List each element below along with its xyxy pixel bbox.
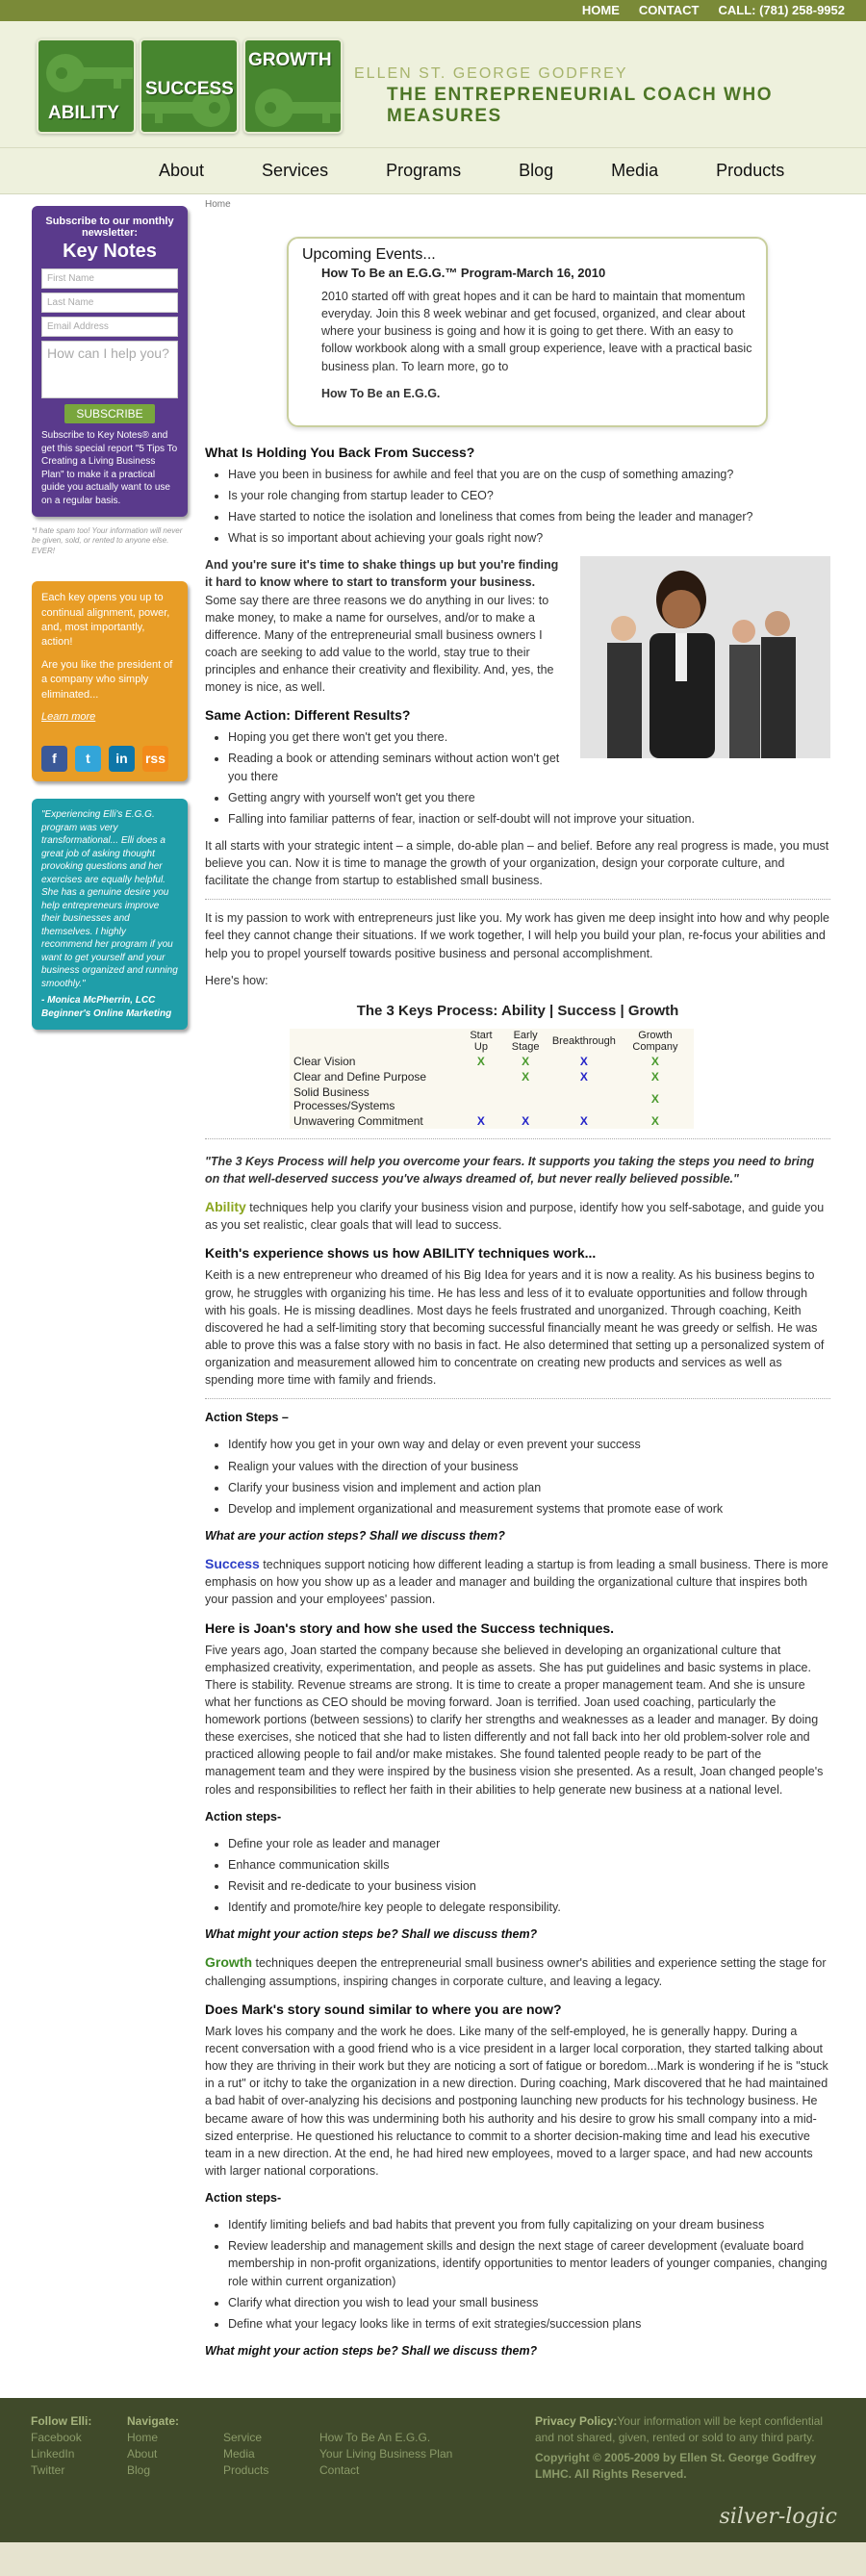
brand-tagline: THE ENTREPRENEURIAL COACH WHO MEASURES [387, 85, 773, 126]
email-field[interactable]: Email Address [41, 317, 178, 337]
table-mark: X [522, 1054, 530, 1068]
promo-text-1: Each key opens you up to continual alignment, power, and, most importantly, action! [41, 592, 170, 649]
footer-link-service[interactable]: Service [223, 2431, 263, 2445]
table-mark: X [650, 1054, 659, 1068]
heading-mark: Does Mark's story sound similar to where you are now? [205, 2001, 562, 2017]
privacy-heading: Privacy Policy: [535, 2414, 618, 2429]
discuss-prompt[interactable]: What are your action steps? Shall we discuss them? [205, 1528, 505, 1543]
action-steps-heading: Action steps- [205, 1809, 282, 1824]
first-name-field[interactable]: First Name [41, 268, 178, 289]
tile-label-ability: ABILITY [48, 103, 119, 123]
nav-blog[interactable]: Blog [519, 161, 554, 180]
table-header-row [290, 1029, 694, 1054]
success-tile[interactable] [140, 38, 239, 134]
top-bar [0, 0, 866, 21]
footer-link-facebook[interactable]: Facebook [31, 2431, 82, 2445]
action-steps-list [228, 2216, 830, 2333]
promo-box [32, 581, 188, 781]
heading-joan: Here is Joan's story and how she used the Success techniques. [205, 1620, 615, 1636]
learn-more-link[interactable]: Learn more [41, 710, 96, 723]
growth-keyword: Growth [205, 1954, 252, 1971]
help-textarea[interactable]: How can I help you? [41, 341, 178, 398]
footer-follow-heading: Follow Elli: [31, 2414, 92, 2429]
growth-tile[interactable] [243, 38, 343, 134]
paragraph-strategic: It all starts with your strategic intent – a simple, do-able plan – and belief. Before any real progress is made, you must believe you can. Now it is time to manage the growth of your organization, design your corporate culture, and facilitate the change from startup to established small business. [205, 838, 829, 888]
table-mark [551, 1084, 617, 1113]
list-item: • Have you been in business for awhile and feel that you are on the cusp of something amazing? [228, 466, 830, 483]
main-nav [0, 148, 866, 194]
keys-quote: "The 3 Keys Process will help you overcome your fears. It supports you taking the steps you need to bring on that well-deserved success you've always dreamed of, but never really believed possible." [205, 1154, 815, 1186]
heading-holding-back: What Is Holding You Back From Success? [205, 444, 475, 460]
table-row [290, 1054, 694, 1069]
testimonial-author: - Monica McPherrin, LCC Beginner's Online Marketing [41, 995, 172, 1019]
divider [205, 1398, 830, 1399]
top-home-link[interactable]: HOME [581, 3, 620, 17]
site-footer [0, 2398, 866, 2542]
table-row [290, 1069, 694, 1084]
action-steps-heading: Action steps- [205, 2191, 282, 2206]
list-item: • Revisit and re-dedicate to your business vision [228, 1877, 830, 1895]
list-item: • Identify and promote/hire key people to delegate responsibility. [228, 1899, 830, 1916]
table-mark: X [522, 1113, 530, 1128]
table-row [290, 1113, 694, 1129]
footer-link-linkedin[interactable]: LinkedIn [31, 2447, 75, 2461]
footer-link-blog[interactable]: Blog [127, 2463, 151, 2478]
action-steps-heading: Action Steps – [205, 1411, 289, 1425]
footer-link-egg[interactable]: How To Be An E.G.G. [319, 2431, 431, 2445]
success-paragraph [205, 1554, 830, 1609]
footer-navigate-heading: Navigate: [127, 2414, 180, 2429]
footer-link-products[interactable]: Products [223, 2463, 269, 2478]
silver-logic-logo[interactable]: silver-logic [719, 2505, 837, 2530]
social-icons [41, 746, 178, 772]
list-item: • Review leadership and management skills and design the next stage of career development (evaluate board membership in non-profit organizations, identify opportunities to mentor leaders of younger companies, changing role within current organization) [228, 2237, 830, 2289]
footer-link-business-plan[interactable]: Your Living Business Plan [319, 2447, 453, 2461]
copyright: Copyright © 2005-2009 by Ellen St. George Godfrey LMHC. All Rights Reserved. [535, 2451, 817, 2482]
tile-label-success: SUCCESS [145, 79, 234, 99]
keith-story: Keith is a new entrepreneur who dreamed of his Big Idea for years and it is now a reality. As his business begins to grow, he struggles with organizing his time. He has less and less of it to evaluate opportunities and follow through with his goals. He is missing deadlines. Most days he feels frustrated and unorganized. Through coaching, Keith discovered he had a self-limiting story that becoming successful financially meant he was greedy or selfish. He was able to prove this was a false story with no basis in fact. He also determined that setting up a personalized system of organization and measurement allowed him to concentrate on creating new products and services as well as spending more time with family and friends. [205, 1268, 825, 1388]
newsletter-intro: Subscribe to our monthly newsletter: [45, 216, 174, 239]
keys-table-title: The 3 Keys Process: Ability | Success | Growth [356, 1002, 679, 1019]
table-mark: X [579, 1054, 588, 1068]
table-mark: X [522, 1069, 530, 1084]
ability-keyword: Ability [205, 1199, 246, 1214]
nav-about[interactable]: About [159, 161, 205, 180]
list-item: • Getting angry with yourself won't get you there [228, 789, 830, 806]
lead-text: Some say there are three reasons we do anything in our lives: to make money, to make a name for ourselves, and/or to make a difference. Many of the entrepreneurial small business owners I coach are seeking to add value to the world, stay true to their principles and enhance their creativity and flexibility. And, yes, the money is nice, as well. [205, 593, 554, 695]
ability-tile[interactable] [37, 38, 136, 134]
list-item: • Falling into familiar patterns of fear, inaction or self-doubt will not improve your situation. [228, 810, 830, 828]
nav-media[interactable]: Media [611, 161, 659, 180]
row-label: Clear and Define Purpose [293, 1069, 427, 1084]
lead-bold: And you're sure it's time to shake things up but you're finding it hard to know where to start to transform your business. [205, 558, 559, 590]
list-item: • Develop and implement organizational and measurement systems that promote ease of work [228, 1500, 830, 1518]
ability-text: techniques help you clarify your business vision and purpose, identify how you self-sabotage, and guide you as you set realistic, clear goals that will lead to success. [205, 1201, 825, 1233]
privacy-policy [535, 2413, 828, 2483]
table-mark: X [476, 1054, 485, 1068]
people-illustration [580, 556, 830, 758]
footer-navigate [127, 2413, 179, 2479]
list-item: • Identify limiting beliefs and bad habits that prevent you from fully capitalizing on your dream business [228, 2216, 830, 2233]
paragraph-passion: It is my passion to work with entrepreneurs just like you. My work has given me deep insight into how and why people feel they cannot change their situations. If we work together, I will help you build your plan, re-focus your abilities and help you to propel yourself towards positive business and personal accomplishment. [205, 911, 829, 960]
discuss-prompt[interactable]: What might your action steps be? Shall we discuss them? [205, 1927, 538, 1942]
list-item: • Have started to notice the isolation and loneliness that comes from being the leader and manager? [228, 508, 830, 525]
newsletter-note: Subscribe to Key Notes® and get this special report "5 Tips To Creating a Living Business Plan" to make it a practical guide you actually want to use on a regular basis. [41, 430, 178, 506]
spam-note: *I hate spam too! Your information will never be given, sold, or rented to anyone else. EVER! [32, 526, 183, 555]
table-mark: X [579, 1113, 588, 1128]
list-holding-back [228, 466, 830, 548]
paragraph-heres-how: Here's how: [205, 973, 268, 987]
action-steps-list [228, 1436, 830, 1518]
footer-link-twitter[interactable]: Twitter [31, 2463, 65, 2478]
top-phone-link[interactable]: CALL: (781) 258-9952 [718, 3, 845, 17]
table-row [290, 1084, 694, 1113]
twitter-icon[interactable]: t [75, 746, 101, 772]
discuss-prompt[interactable]: What might your action steps be? Shall we discuss them? [205, 2343, 538, 2358]
table-mark [499, 1084, 550, 1113]
promo-text-2: Are you like the president of a company who simply eliminated... [41, 658, 173, 701]
main-content [188, 194, 830, 2398]
testimonial-quote: "Experiencing Elli's E.G.G. program was very transformational... Elli does a great job of asking thought provoking questions and her exercises are equally helpful. She has a genuine desire you help entrepreneurs improve their businesses and themselves. I highly recommend her program if you want to get yourself and your business organized and running smoothly." [41, 809, 178, 989]
sidebar [32, 194, 188, 2398]
linkedin-icon[interactable]: in [109, 746, 135, 772]
keys-process-table [290, 1029, 694, 1129]
footer-link-about[interactable]: About [127, 2447, 158, 2461]
newsletter-box [32, 206, 188, 517]
list-item: • What is so important about achieving your goals right now? [228, 529, 830, 547]
column-header: Growth Company [632, 1029, 678, 1053]
action-steps-list [228, 1835, 830, 1917]
success-keyword: Success [205, 1556, 260, 1572]
column-header: Early Stage [511, 1029, 540, 1053]
column-header: Breakthrough [551, 1034, 616, 1047]
subscribe-button[interactable]: SUBSCRIBE [64, 404, 154, 423]
tile-label-growth: GROWTH [248, 50, 332, 70]
nav-programs[interactable]: Programs [386, 161, 462, 180]
table-corner [290, 1029, 462, 1054]
list-item: • Define what your legacy looks like in terms of exit strategies/succession plans [228, 2315, 830, 2333]
privacy-text [535, 2413, 828, 2446]
list-item: • Identify how you get in your own way and delay or even prevent your success [228, 1436, 830, 1453]
row-label: Unwavering Commitment [293, 1113, 423, 1128]
row-label: Clear Vision [293, 1054, 356, 1068]
list-item: • Clarify your business vision and implement and action plan [228, 1479, 830, 1496]
divider [205, 899, 830, 900]
divider [205, 1138, 830, 1139]
last-name-field[interactable]: Last Name [41, 293, 178, 313]
joan-story: Five years ago, Joan started the company because she believed in developing an organizational culture that emphasized creativity, experimentation, and people as assets. She has put guidelines and basic systems in place. There is stability. Revenue streams are strong. It is time to create a proper management team. And she is unsure what her functions as CEO should be moving forward. Joan is terrified. Joan used coaching, particularly the homework portions (between sessions) to clarify her strengths and weaknesses as a leader and manager. By doing these exercises, she noticed that she had to listen differently and not fall back into her old problem-solver role and practiced allowing people to fail and/or make mistakes. She found talented people ready to be part of the management team and they were inspired by the business vision she presented. As a result, Joan changed people's roles and responsibilities to reflect her faith in their abilities to help generate new business at a national level. [205, 1643, 824, 1797]
list-item: • Is your role changing from startup leader to CEO? [228, 487, 830, 504]
footer-nav-col-2 [223, 2430, 268, 2479]
nav-products[interactable]: Products [716, 161, 785, 180]
newsletter-title: Key Notes [63, 241, 157, 262]
upcoming-events [287, 237, 768, 427]
testimonial-box [32, 799, 188, 1030]
ability-paragraph [205, 1197, 830, 1234]
list-item: • Define your role as leader and manager [228, 1835, 830, 1852]
footer-link-media[interactable]: Media [223, 2447, 255, 2461]
privacy-body: Your information will be kept confidential and not shared, given, rented or sold to any third party. [535, 2414, 824, 2445]
site-header [0, 21, 866, 148]
table-mark: X [650, 1091, 659, 1106]
table-mark: X [579, 1069, 588, 1084]
list-item: • Enhance communication skills [228, 1856, 830, 1874]
footer-link-home[interactable]: Home [127, 2431, 159, 2445]
table-mark: X [650, 1069, 659, 1084]
events-subtitle: How To Be an E.G.G.™ Program-March 16, 2010 [321, 266, 606, 280]
table-mark [462, 1084, 499, 1113]
row-label: Solid Business Processes/Systems [293, 1084, 395, 1112]
footer-nav-col-3 [319, 2430, 452, 2479]
table-mark: X [650, 1113, 659, 1128]
mark-story: Mark loves his company and the work he does. Like many of the self-employed, he is generally happy. During a recent conversation with a good friend who is a vice president in a larger local corporation, they started talking about how they are thriving in their work but they are noticing a sort of fatigue or boredom...Mark is wondering if he is "stuck in a rut" or itchy to take the organization in a new direction. During coaching, Mark discovered that he had maintained a bad habit of over-analyzing his decisions and postponing launching new products for his technology business. He became aware of how this was undermining both his authority and his desire to grow his small company into a mid-sized enterprise. He questioned his reluctance to commit to a shorter decision-making time and lead his executive team in a new direction. At the end, he had hired new employees, moved to a larger space, and had new accounts with larger national corporations. [205, 2024, 828, 2178]
growth-text: techniques deepen the entrepreneurial small business owner's abilities and experience setting the stage for challenging assumptions, inspiring changes in corporate culture, and leaving a legacy. [205, 1956, 827, 1988]
brand-name: ELLEN ST. GEORGE GODFREY [354, 65, 628, 82]
rss-icon[interactable]: rss [142, 746, 168, 772]
growth-paragraph [205, 1952, 830, 1989]
events-body: 2010 started off with great hopes and it can be hard to maintain that momentum everyday. Join this 8 week webinar and get focused, organized, and clear about where your business is going and how it is going to get there. With an easy to follow workbook along with a small group experience, leave with a practical basic business plan. To learn more, go to [321, 290, 752, 373]
facebook-icon[interactable]: f [41, 746, 67, 772]
events-title: Upcoming Events... [302, 246, 436, 263]
list-item: • Reading a book or attending seminars without action won't get you there [228, 750, 830, 784]
column-header: Start Up [470, 1029, 493, 1053]
nav-services[interactable]: Services [262, 161, 329, 180]
heading-same-action: Same Action: Different Results? [205, 707, 411, 724]
footer-link-contact[interactable]: Contact [319, 2463, 360, 2478]
list-item: • Realign your values with the direction of your business [228, 1458, 830, 1475]
heading-keith: Keith's experience shows us how ABILITY techniques work... [205, 1245, 597, 1262]
list-item: • Hoping you get there won't get you there. [228, 728, 830, 746]
team-photo [580, 556, 830, 758]
success-text: techniques support noticing how different leading a startup is from leading a small business. There is more emphasis on how you show up as a leader and manager and building the organizational culture that inspires both your passion and your employees' passion. [205, 1558, 828, 1607]
breadcrumb[interactable]: Home [205, 199, 231, 210]
list-item: • Clarify what direction you wish to lead your small business [228, 2294, 830, 2311]
top-contact-link[interactable]: CONTACT [638, 3, 700, 17]
table-mark [462, 1069, 499, 1084]
events-link[interactable]: How To Be an E.G.G. [321, 386, 441, 400]
footer-follow [31, 2413, 91, 2479]
table-mark: X [476, 1113, 485, 1128]
